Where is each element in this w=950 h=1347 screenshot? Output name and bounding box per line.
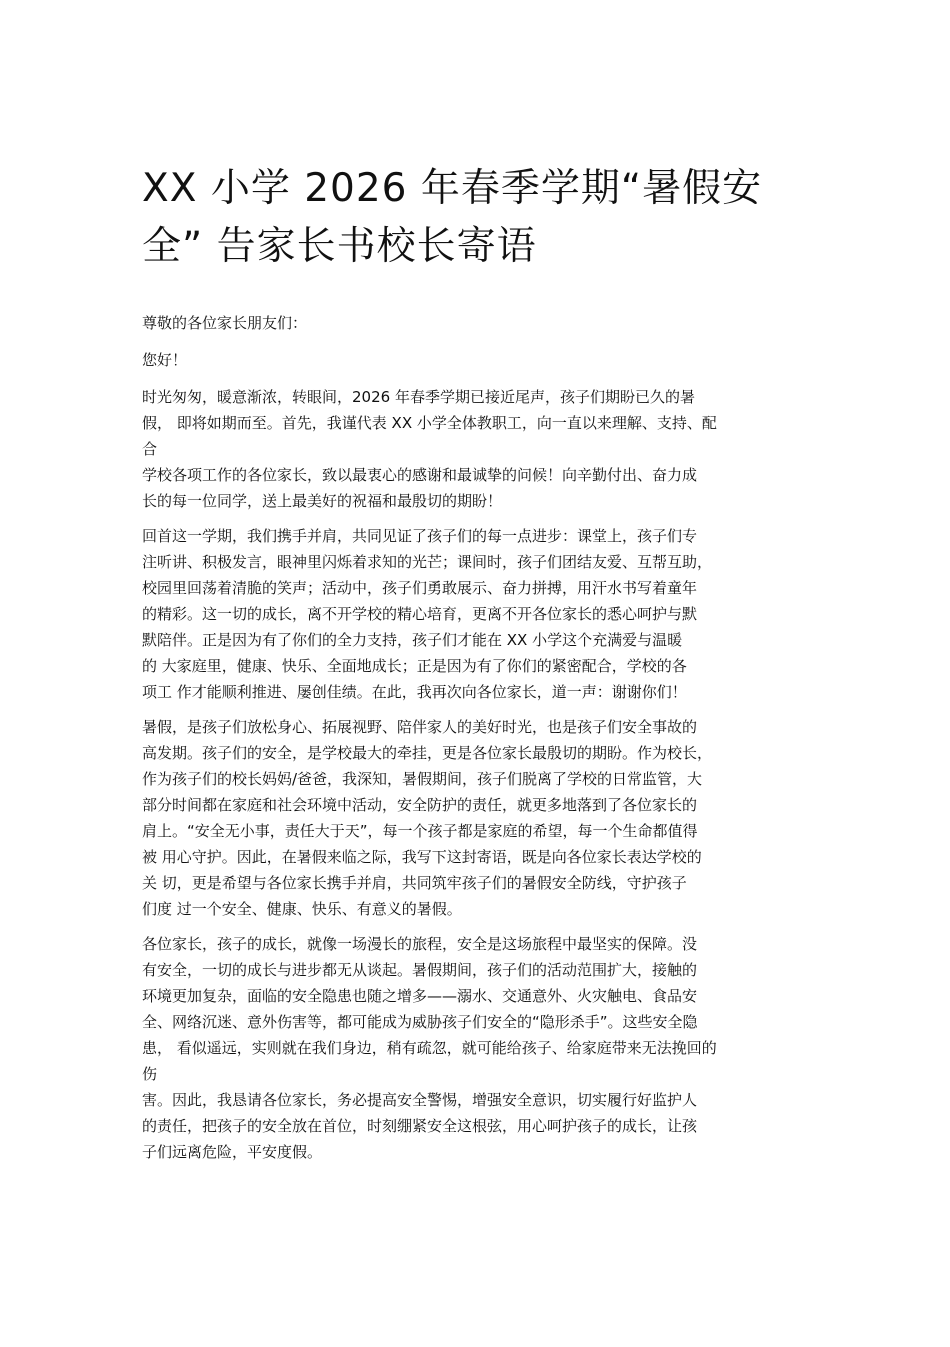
hello-line: 您好！ <box>142 351 188 369</box>
paragraph-2: 回首这一学期，我们携手并肩，共同见证了孩子们的每一点进步：课堂上，孩子们专 注听讲、积极发言，眼神里闪烁着求知的光芒；课间时，孩子们团结友爱、互帮互助， 校园里回荡着清脆的笑声；活动中，孩子们勇敢展示、奋力拼搏，用汗水书写着童年 的精彩。这一切的成长，离不开学校的精心培育，更离不开各位家长的悉心呵护与默 默陪伴。正是因为有了你们的全力支持，孩子们才能在 XX 小学这个充满爱与温暖 的 大家庭里，健康、快乐、全面地成长；正是因为有了你们的紧密配合，学校的各 项工 作才能顺利推进、屡创佳绩。在此，我再次向各位家长，道一声：谢谢你们！ <box>142 527 713 701</box>
paragraph-3: 暑假，是孩子们放松身心、拓展视野、陪伴家人的美好时光，也是孩子们安全事故的 高发期。孩子们的安全，是学校最大的牵挂，更是各位家长最殷切的期盼。作为校长， 作为孩子们的校长妈妈/爸爸，我深知，暑假期间，孩子们脱离了学校的日常监管，大 部分时间都在家庭和社会环境中活动，安全防护的责任，就更多地落到了各位家长的 肩上。“安全无小事，责任大于天”，每一个孩子都是家庭的希望，每一个生命都值得 被 用心守护。因此，在暑假来临之际，我写下这封寄语，既是向各位家长表达学校的 关 切，更是希望与各位家长携手并肩，共同筑牢孩子们的暑假安全防线，守护孩子 们度 过一个安全、健康、快乐、有意义的暑假。 <box>142 718 713 918</box>
document-title <box>142 160 822 276</box>
greeting-line: 尊敬的各位家长朋友们： <box>142 314 308 332</box>
title-line-2: 全” 告家长书校长寄语 <box>142 224 537 269</box>
paragraph-4: 各位家长，孩子的成长，就像一场漫长的旅程，安全是这场旅程中最坚实的保障。没 有安全，一切的成长与进步都无从谈起。暑假期间，孩子们的活动范围扩大，接触的 环境更加复杂，面临的安全隐患也随之增多——溺水、交通意外、火灾触电、食品安 全、网络沉迷、意外伤害等，都可能成为威胁孩子们安全的“隐形杀手”。这些安全隐 患， 看似遥远，实则就在我们身边，稍有疏忽，就可能给孩子、给家庭带来无法挽回的 伤 害。因此，我恳请各位家长，务必提高安全警惕，增强安全意识，切实履行好监护人 的责任，把孩子的安全放在首位，时刻绷紧安全这根弦，用心呵护孩子的成长，让孩 子们远离危险，平安度假。 <box>142 935 717 1161</box>
document-body <box>142 310 842 1174</box>
title-line-1: XX 小学 2026 年春季学期“暑假安 <box>142 166 763 211</box>
paragraph-1: 时光匆匆，暖意渐浓，转眼间，2026 年春季学期已接近尾声，孩子们期盼已久的暑 假， 即将如期而至。首先，我谨代表 XX 小学全体教职工，向一直以来理解、支持、配 合 学校各项工作的各位家长，致以最衷心的感谢和最诚挚的问候！向辛勤付出、奋力成 长的每一位同学，送上最美好的祝福和最殷切的期盼！ <box>142 388 717 510</box>
